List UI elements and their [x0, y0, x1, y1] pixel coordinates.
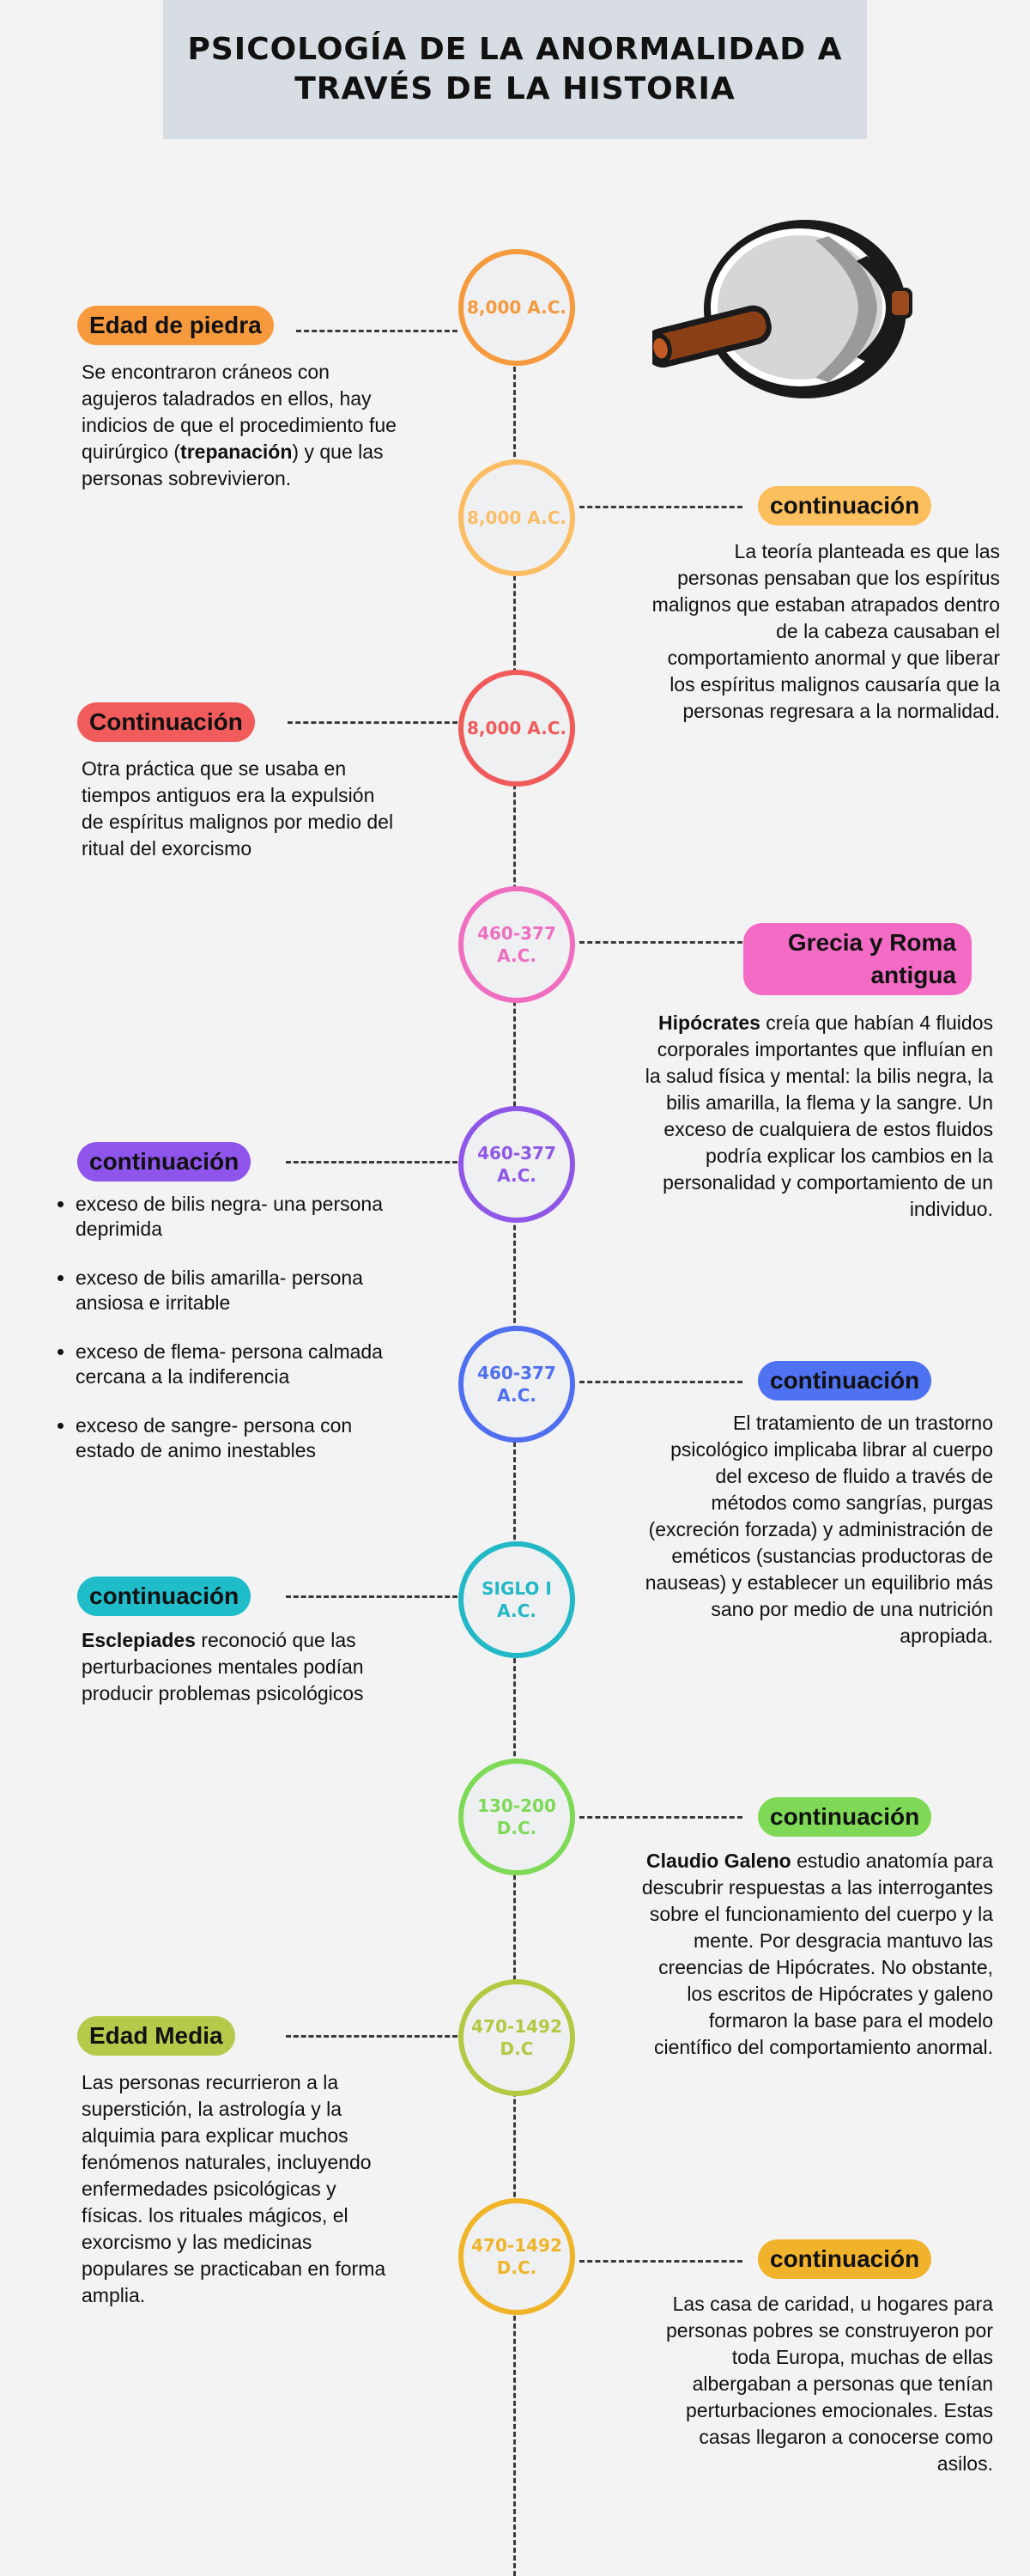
date-label: 470-1492 D.C.	[471, 2235, 562, 2278]
event-text-10: Las casa de caridad, u hogares para personas pobres se construyeron por toda Europa, muchas de ellas albergaban a personas que tenían perturbaciones emocionales. Estas casas llegaron a conocerse como asilos.	[666, 2293, 993, 2475]
connector-8	[579, 1816, 742, 1819]
event-text-2: La teoría planteada es que las personas pensaban que los espíritus malignos que estaban atrapados dentro de la cabeza causaban el comportamiento anormal y que liberar los espíritus malignos causaría que la personas regresara a la normalidad.	[651, 540, 1000, 722]
text-bold: Esclepiades	[82, 1629, 196, 1651]
connector-6	[579, 1381, 742, 1383]
era-label-8: continuación	[758, 1797, 931, 1837]
date-label: 460-377 A.C.	[477, 1363, 556, 1406]
list-item: • exceso de bilis negra- una persona deprimida	[76, 1192, 402, 1242]
era-label-9: Edad Media	[77, 2016, 235, 2056]
date-label: SIGLO I A.C.	[482, 1578, 552, 1621]
event-text-9: Las personas recurrieron a la superstición, la astrología y la alquimia para explicar muchos fenómenos naturales, incluyendo enfermedades psicológicas y físicas. los rituales mágicos, el exorcismo y las medicinas populares se practicaban en forma amplia.	[82, 2071, 386, 2306]
date-label: 460-377 A.C.	[477, 923, 556, 966]
connector-3	[288, 721, 457, 724]
text-part: Se encontraron cráneos con agujeros taladrados en ellos, hay indicios de que el procedimiento fue quirúrgico (	[82, 361, 397, 463]
title-box	[163, 0, 867, 139]
date-label: 470-1492 D.C	[471, 2016, 562, 2059]
text-bold: Claudio Galeno	[646, 1850, 791, 1872]
text-part: estudio anatomía para descubrir respuestas a las interrogantes sobre el funcionamiento del cuerpo y la mente. Por desgracia mantuvo las creencias de Hipócrates. No obstante, los escritos de Hipócrates y galeno formaron la base para el modelo científico del comportamiento anormal.	[641, 1850, 993, 2058]
date-circle-7	[458, 1541, 575, 1658]
date-circle-2	[458, 459, 575, 576]
date-circle-4	[458, 886, 575, 1003]
event-text-6: El tratamiento de un trastorno psicológico implicaba librar al cuerpo del exceso de fluido a través de métodos como sangrías, purgas (excreción forzada) y administración de eméticos (sustancias productoras de nauseas) y establecer un equilibrio más sano por medio de una nutrición apropiada.	[645, 1412, 993, 1647]
date-circle-10	[458, 2198, 575, 2315]
event-text-3: Otra práctica que se usaba en tiempos antiguos era la expulsión de espíritus malignos por medio del ritual del exorcismo	[82, 757, 394, 860]
connector-10	[579, 2260, 742, 2263]
event-text-8	[639, 1848, 993, 2061]
era-label-3: Continuación	[77, 702, 255, 742]
date-circle-5	[458, 1106, 575, 1223]
era-label-1: Edad de piedra	[77, 306, 274, 345]
event-text-4	[639, 1010, 993, 1223]
connector-4	[579, 941, 742, 944]
date-circle-9	[458, 1979, 575, 2096]
era-label-10: continuación	[758, 2239, 931, 2279]
era-label-5: continuación	[77, 1142, 251, 1182]
text-part: ) y que las personas sobrevivieron.	[82, 440, 384, 489]
date-label: 130-200 D.C.	[477, 1795, 556, 1838]
date-circle-1	[458, 249, 575, 366]
list-item: • exceso de flema- persona calmada cercana a la indiferencia	[76, 1340, 402, 1389]
era-label-7: continuación	[77, 1577, 251, 1616]
date-label: 8,000 A.C.	[467, 507, 566, 528]
list-item: • exceso de bilis amarilla- persona ansiosa e irritable	[76, 1266, 402, 1315]
connector-9	[286, 2035, 457, 2038]
humors-list	[47, 1192, 402, 1487]
text-part: reconoció que las perturbaciones mentales podían producir problemas psicológicos	[82, 1629, 364, 1704]
date-circle-8	[458, 1759, 575, 1875]
text-bold: trepanación	[180, 440, 293, 463]
list-item: • exceso de sangre- persona con estado de animo inestables	[76, 1413, 402, 1463]
text-part: creía que habían 4 fluidos corporales importantes que influían en la salud física y mental: la bilis negra, la bilis amarilla, la flema y la sangre. Un exceso de cualquiera de estos fluidos podría explicar los cambios en la personalidad y comportamiento de un individuo.	[645, 1012, 993, 1220]
era-label-4: Grecia y Roma antigua	[743, 923, 972, 995]
era-label-2: continuación	[758, 486, 931, 526]
connector-2	[579, 506, 742, 508]
trepanned-skull-icon	[652, 206, 927, 412]
date-label: 460-377 A.C.	[477, 1143, 556, 1186]
date-label: 8,000 A.C.	[467, 297, 566, 318]
event-text-7	[82, 1627, 399, 1707]
text-bold: Hipócrates	[658, 1012, 760, 1034]
date-circle-3	[458, 670, 575, 787]
page-title: PSICOLOGÍA DE LA ANORMALIDAD A TRAVÉS DE LA HISTORIA	[187, 32, 843, 106]
connector-5	[286, 1161, 457, 1163]
date-label: 8,000 A.C.	[467, 718, 566, 738]
era-label-6: continuación	[758, 1361, 931, 1400]
connector-1	[296, 330, 457, 332]
connector-7	[286, 1595, 457, 1598]
event-text-1	[82, 359, 399, 492]
date-circle-6	[458, 1326, 575, 1443]
